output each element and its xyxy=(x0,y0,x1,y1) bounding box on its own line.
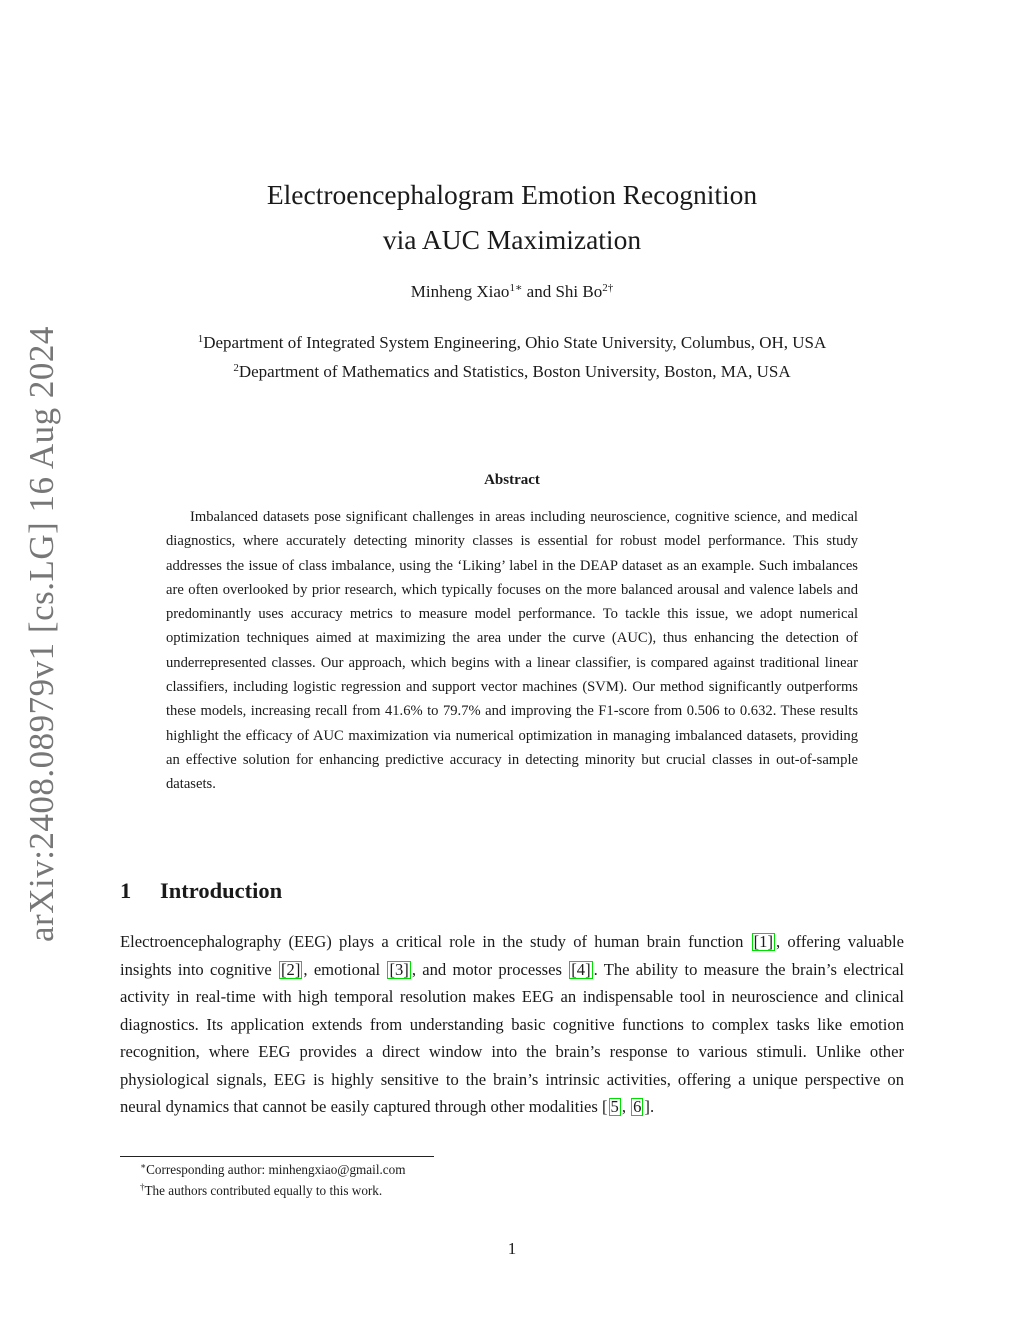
citation-bracket: [ xyxy=(602,1097,608,1116)
footnote-list xyxy=(140,1159,406,1201)
citation-link[interactable]: [4] xyxy=(571,959,591,979)
page-number: 1 xyxy=(507,1239,517,1258)
footnote xyxy=(140,1180,406,1201)
abstract-heading: Abstract xyxy=(484,472,540,488)
citation-link[interactable]: 5 xyxy=(610,1097,619,1116)
citation-link[interactable]: [2] xyxy=(281,959,301,979)
title-line-2: via AUC Maximization xyxy=(382,224,642,255)
footnote-text: Corresponding author: minhengxiao@gmail.com xyxy=(146,1162,406,1177)
section-heading xyxy=(120,878,282,904)
intro-text: . The ability to measure the brain’s electrical activity in real-time with high temporal resolution makes EEG an indispensable tool in neuroscience and clinical diagnostics. Its application extends from understanding basic cognitive functions to complex tasks like emotion recognition, where EEG provides a direct window into the brain’s response to various stimuli. Unlike other physiological signals, EEG is highly sensitive to the brain’s intrinsic activities, offering a unique perspective on neural dynamics that cannot be easily captured through other modalities xyxy=(120,959,904,1116)
footnote xyxy=(140,1159,406,1180)
intro-text: , and motor processes xyxy=(411,959,569,979)
citation-link[interactable]: 6 xyxy=(633,1097,642,1116)
intro-text: Electroencephalography (EEG) plays a critical role in the study of human brain function xyxy=(120,932,751,951)
author-name: Shi Bo xyxy=(555,282,603,301)
arxiv-identifier-stamp: arXiv:2408.08979v1 [cs.LG] 16 Aug 2024 xyxy=(22,326,61,942)
footnote-mark: † xyxy=(140,1182,145,1192)
affiliation-list xyxy=(0,328,1024,386)
author-list xyxy=(0,282,1024,302)
introduction-paragraph xyxy=(120,928,904,1121)
citation-link[interactable]: [1] xyxy=(753,932,773,951)
affiliation-text: Department of Integrated System Engineering, Ohio State University, Columbus, OH, USA xyxy=(203,333,827,352)
footnote-mark: ∗ xyxy=(140,1161,147,1171)
affiliation-text: Department of Mathematics and Statistics, Boston University, Boston, MA, USA xyxy=(238,362,791,381)
footnote-text: The authors contributed equally to this work. xyxy=(144,1183,383,1198)
citation-link[interactable]: [3] xyxy=(389,959,409,979)
title-line-1: Electroencephalogram Emotion Recognition xyxy=(266,179,758,210)
affiliation xyxy=(0,328,1024,357)
section-number: 1 xyxy=(120,878,132,903)
section-title: Introduction xyxy=(160,878,283,903)
affiliation-mark: 1 xyxy=(197,333,204,345)
author-affiliation-mark: 1∗ xyxy=(509,282,523,294)
footnote-divider xyxy=(120,1156,434,1157)
citation-bracket: ] xyxy=(644,1097,650,1116)
intro-text: , emotional xyxy=(303,959,387,979)
abstract-text: Imbalanced datasets pose significant challenges in areas including neuroscience, cognitive science, and medical diagnostics, where accurately detecting minority classes is essential for robust model performance. This study addresses the issue of class imbalance, using the ‘Liking’ label in the DEAP dataset as an example. Such imbalances are often overlooked by prior research, which typically focuses on the more balanced arousal and valence labels and predominantly uses accuracy metrics to measure model performance. To tackle this issue, we adopt numerical optimization techniques aimed at maximizing the area under the curve (AUC), thus enhancing the detection of underrepresented classes. Our approach, which begins with a linear classifier, is compared against traditional linear classifiers, including logistic regression and support vector machines (SVM). Our method significantly outperforms these models, increasing recall from 41.6% to 79.7% and improving the F1-score from 0.506 to 0.632. These results highlight the efficacy of AUC maximization via numerical optimization in managing imbalanced datasets, providing an effective solution for enhancing predictive accuracy in detecting minority but crucial classes in out-of-sample datasets. xyxy=(166,509,858,793)
author-connector: and xyxy=(522,282,556,301)
citation-separator: , xyxy=(621,1097,631,1116)
author-affiliation-mark: 2† xyxy=(602,282,614,294)
intro-text: , offering valuable insights into cognitive xyxy=(120,932,904,979)
paper-title xyxy=(0,172,1024,262)
affiliation-mark: 2 xyxy=(233,362,239,374)
affiliation xyxy=(0,357,1024,386)
intro-text: . xyxy=(649,1097,655,1116)
author-name: Minheng Xiao xyxy=(410,282,510,301)
